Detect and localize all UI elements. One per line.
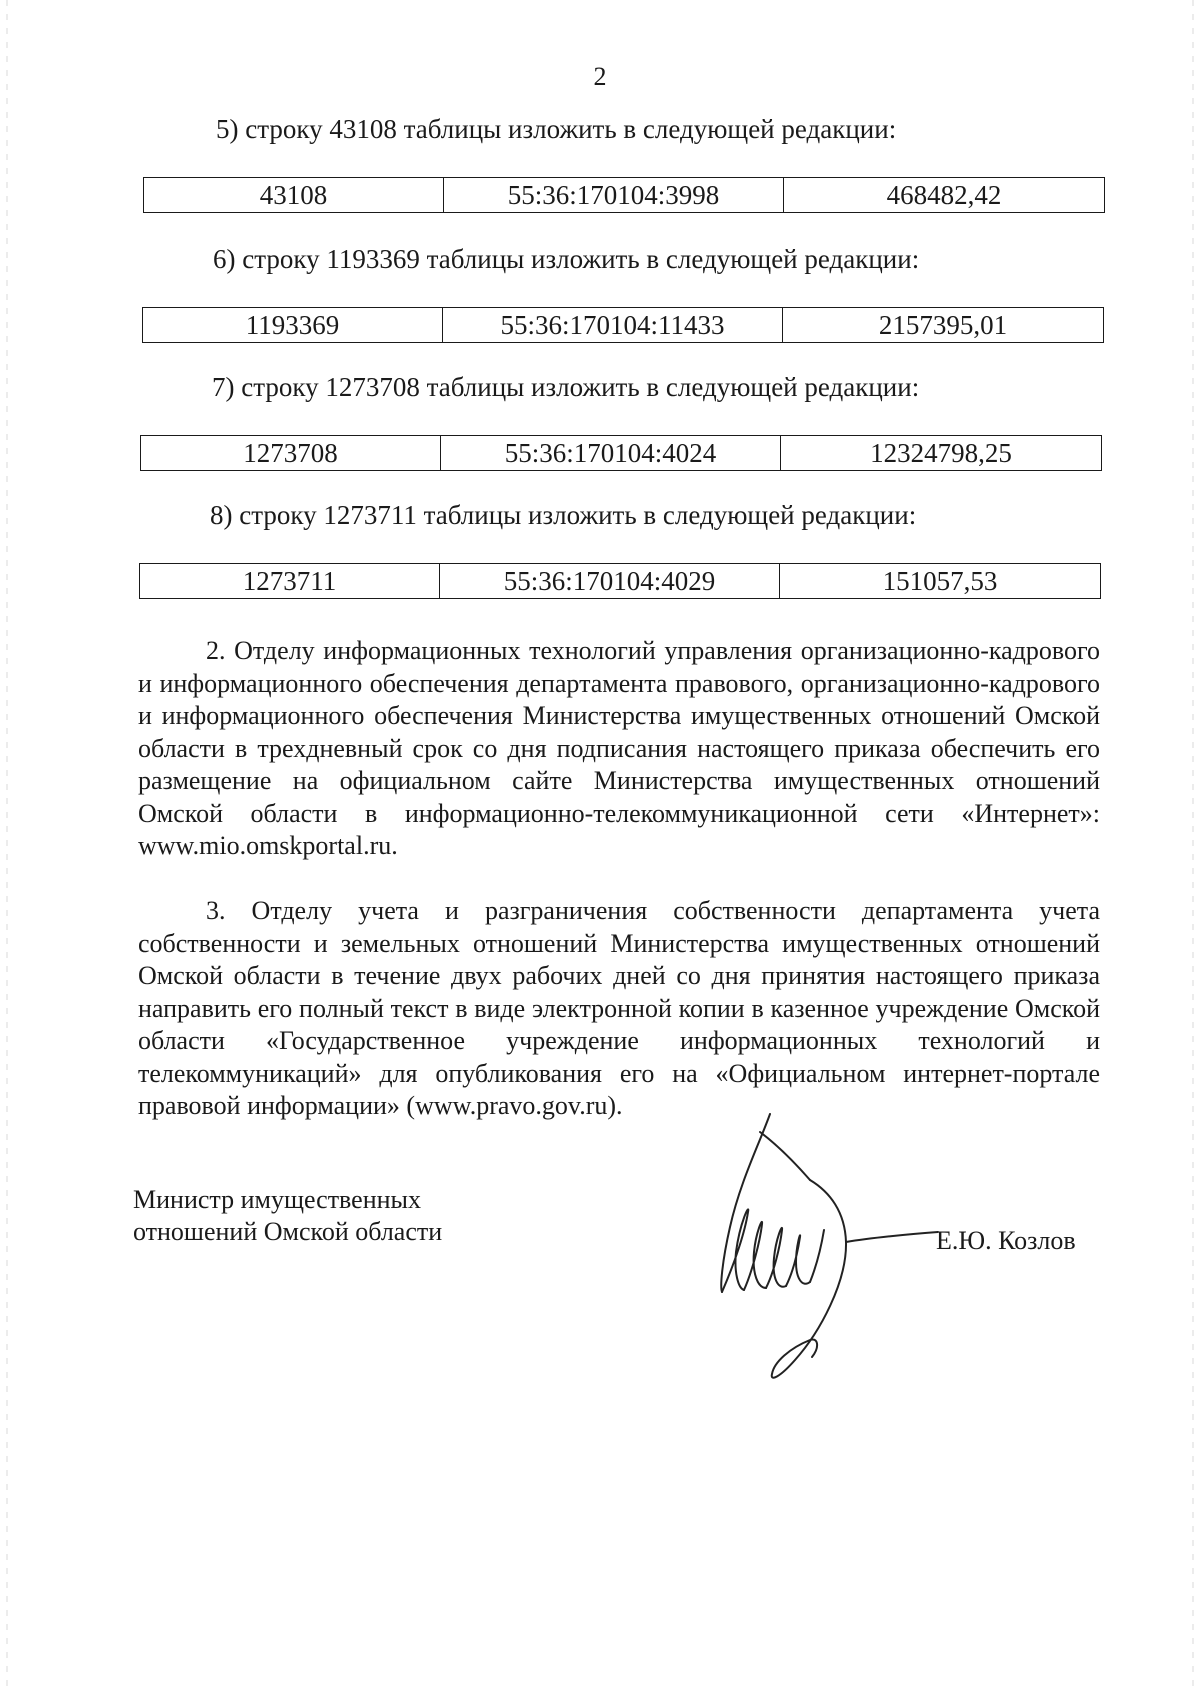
table-cell-cadastral-number: 55:36:170104:11433 xyxy=(442,308,782,342)
table-cell-row-number: 1193369 xyxy=(245,309,340,340)
table-cell-row-number: 43108 xyxy=(259,179,328,210)
paragraph-item-2: 2. Отделу информационных технологий управления организационно-кадрового и информационного обеспечения департамента правового, организационно-кадрового и информационного обеспечения Министерства имущественных отношений Омской области в трехдневный срок со дня подписания настоящего приказа обеспечить его размещение на официальном сайте Министерства имущественных отношений Омской области в информационно-телекоммуникационной сети «Интернет»: www.mio.omskportal.ru. xyxy=(138,636,1100,860)
table-cell-cadastral-number: 55:36:170104:4024 xyxy=(440,436,780,470)
handwritten-signature xyxy=(700,1112,940,1392)
amendment-table-row xyxy=(139,563,1101,599)
table-cell-row-number: 1273711 xyxy=(242,565,337,596)
amendment-instruction: 6) строку 1193369 таблицы изложить в следующей редакции: xyxy=(213,244,920,274)
scan-edge-right xyxy=(1192,0,1194,1686)
amendment-table-row xyxy=(142,307,1104,343)
amendment-instruction: 5) строку 43108 таблицы изложить в следующей редакции: xyxy=(216,114,897,144)
signatory-position-line: Министр имущественных xyxy=(133,1185,422,1214)
amendment-table-row xyxy=(143,177,1105,213)
signer-name: Е.Ю. Козлов xyxy=(936,1226,1076,1255)
amendment-instruction: 8) строку 1273711 таблицы изложить в следующей редакции: xyxy=(210,500,917,530)
table-cell-value: 151057,53 xyxy=(779,564,1100,598)
signatory-position-line: отношений Омской области xyxy=(133,1217,443,1246)
table-cell-value: 468482,42 xyxy=(783,178,1104,212)
scan-edge-left xyxy=(6,0,8,1686)
table-cell-value: 2157395,01 xyxy=(782,308,1103,342)
table-cell-cadastral-number: 55:36:170104:4029 xyxy=(439,564,779,598)
signatory-position xyxy=(133,1184,442,1248)
amendment-instruction: 7) строку 1273708 таблицы изложить в следующей редакции: xyxy=(212,372,920,402)
paragraph-item-3: 3. Отделу учета и разграничения собственности департамента учета собственности и земельных отношений Министерства имущественных отношений Омской области в течение двух рабочих дней со дня принятия настоящего приказа направить его полный текст в виде электронной копии в казенное учреждение Омской области «Государственное учреждение информационных технологий и телекоммуникаций» для опубликования его на «Официальном интернет-портале правовой информации» (www.pravo.gov.ru). xyxy=(138,896,1100,1120)
table-cell-value: 12324798,25 xyxy=(780,436,1101,470)
page-number: 2 xyxy=(593,62,607,91)
table-cell-row-number: 1273708 xyxy=(243,437,338,468)
amendment-table-row xyxy=(140,435,1102,471)
table-cell-cadastral-number: 55:36:170104:3998 xyxy=(443,178,783,212)
